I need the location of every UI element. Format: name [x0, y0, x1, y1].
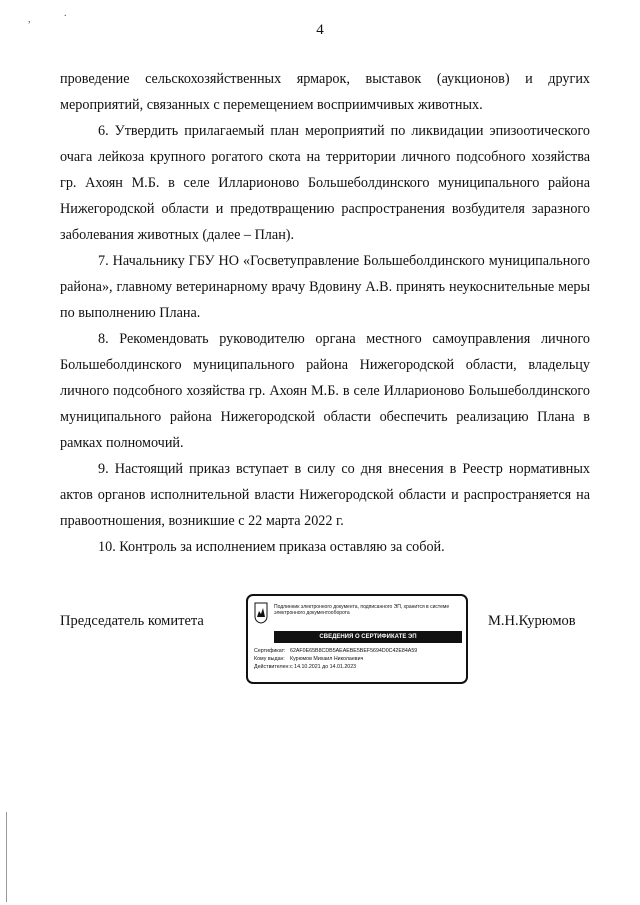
- page-number: 4: [316, 22, 324, 38]
- paragraph-text: 8. Рекомендовать руководителю органа местного самоуправления личного Большеболдинского муниципального района Нижегородской области, владельцу личного подсобного хозяйства гр. Ахоян М.Б. в селе Илларионово Большеболдинского муниципального района Нижегородской области обеспечить реализацию Плана в рамках полномочий.: [60, 331, 590, 451]
- scan-mark: .: [64, 8, 67, 19]
- stamp-value: Курюмов Михаил Николаевич: [290, 656, 364, 662]
- stamp-value: с 14.10.2021 до 14.01.2023: [290, 664, 357, 670]
- stamp-certificate: [254, 648, 460, 654]
- stamp-validity: [254, 664, 460, 670]
- paragraph-text: 10. Контроль за исполнением приказа оставляю за собой.: [98, 539, 445, 555]
- paragraph-item-9: [60, 456, 590, 534]
- paragraph-item-7: [60, 248, 590, 326]
- stamp-value: 62AF0E65B8CDB5AEAEBE5BEF5694D0C42E84A59: [290, 648, 418, 654]
- electronic-signature-stamp: [246, 594, 468, 684]
- signatory-name: М.Н.Курюмов: [488, 613, 576, 629]
- stamp-label: Кому выдан:: [254, 656, 285, 662]
- paragraph-continuation: [60, 66, 590, 118]
- stamp-note: Подлинник электронного документа, подписанного ЭП, хранится в системе электронного документооборота: [274, 604, 450, 616]
- scan-edge-line: [6, 812, 7, 902]
- stamp-issued-to: [254, 656, 460, 662]
- paragraph-text: 7. Начальнику ГБУ НО «Госветуправление Большеболдинского муниципального района», главному ветеринарному врачу Вдовину А.В. принять неукоснительные меры по выполнению Плана.: [60, 253, 590, 321]
- paragraph-item-6: [60, 118, 590, 248]
- stamp-header: СВЕДЕНИЯ О СЕРТИФИКАТЕ ЭП: [274, 631, 462, 643]
- stamp-label: Сертификат:: [254, 648, 286, 654]
- scan-mark: ,: [28, 14, 31, 25]
- paragraph-text: 9. Настоящий приказ вступает в силу со дня внесения в Реестр нормативных актов органов исполнительной власти Нижегородской области и распространяется на правоотношения, возникшие с 22 марта 2022 г.: [60, 461, 590, 529]
- signatory-role: Председатель комитета: [60, 613, 204, 629]
- paragraph-text: 6. Утвердить прилагаемый план мероприятий по ликвидации эпизоотического очага лейкоза крупного рогатого скота на территории личного подсобного хозяйства гр. Ахоян М.Б. в селе Илларионово Большеболдинского муниципального района Нижегородской области и предотвращению распространения возбудителя заразного заболевания животных (далее – План).: [60, 123, 590, 243]
- paragraph-item-10: [60, 534, 590, 560]
- stamp-label: Действителен:: [254, 664, 290, 670]
- coat-of-arms-icon: [254, 602, 268, 624]
- paragraph-item-8: [60, 326, 590, 456]
- paragraph-text: проведение сельскохозяйственных ярмарок, выставок (аукционов) и других мероприятий, связанных с перемещением восприимчивых животных.: [60, 71, 590, 113]
